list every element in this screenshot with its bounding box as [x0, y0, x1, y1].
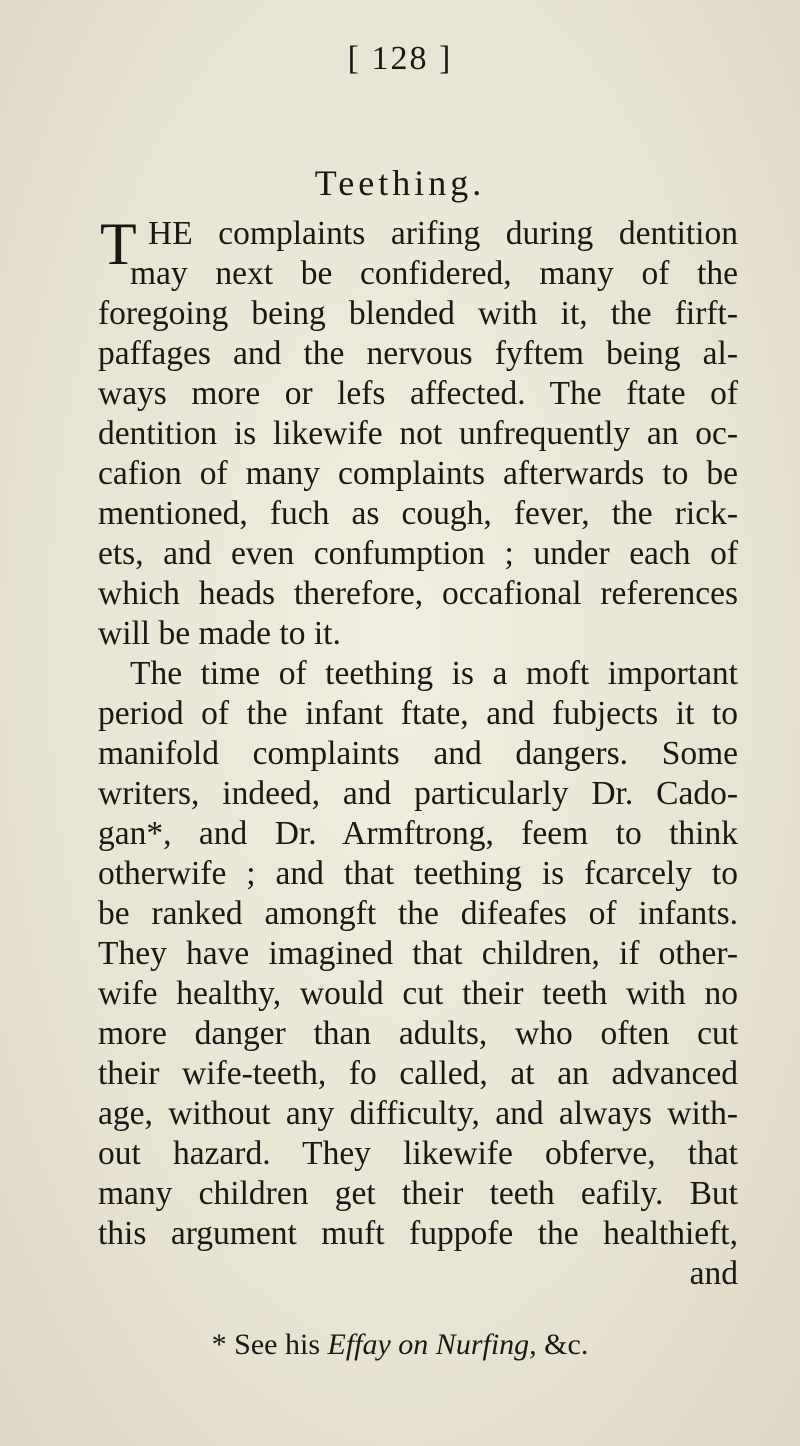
text-line: be ranked amongft the difeafes of infants.: [98, 895, 738, 932]
footnote-suffix: &c.: [544, 1328, 589, 1361]
footnote-title: Effay on Nurfing,: [327, 1328, 537, 1361]
text-line: many children get their teeth eafily. But: [98, 1175, 738, 1212]
text-line: their wife-teeth, fo called, at an advanced: [98, 1055, 738, 1092]
footnote: [0, 1328, 800, 1362]
chapter-title: Teething.: [314, 163, 486, 203]
text-line: paffages and the nervous fyftem being al-: [98, 335, 738, 372]
text-line: manifold complaints and dangers. Some: [98, 735, 738, 772]
page-number: [ 128 ]: [347, 40, 453, 77]
text-line: dentition is likewife not unfrequently an oc-: [98, 415, 738, 452]
text-line: The time of teething is a moft important: [130, 655, 738, 692]
text-line: this argument muft fuppofe the healthieft,: [98, 1215, 738, 1252]
text-line: more danger than adults, who often cut: [98, 1015, 738, 1052]
text-line: age, without any difficulty, and always with-: [98, 1095, 738, 1132]
text-line: period of the infant ftate, and fubjects it to: [98, 695, 738, 732]
text-line: may next be confidered, many of the: [130, 255, 738, 292]
text-line: which heads therefore, occafional references: [98, 575, 738, 612]
catchword: and: [689, 1255, 738, 1292]
text-line: writers, indeed, and particularly Dr. Cado-: [98, 775, 738, 812]
text-line: gan*, and Dr. Armftrong, feem to think: [98, 815, 738, 852]
text-line: mentioned, fuch as cough, fever, the rick-: [98, 495, 738, 532]
text-line: HE complaints arifing during dentition: [148, 215, 738, 252]
text-line: out hazard. They likewife obferve, that: [98, 1135, 738, 1172]
text-line: ways more or lefs affected. The ftate of: [98, 375, 738, 412]
drop-cap: T: [100, 211, 137, 277]
text-line: They have imagined that children, if other-: [98, 935, 738, 972]
text-line: cafion of many complaints afterwards to be: [98, 455, 738, 492]
footnote-prefix: * See his: [211, 1328, 320, 1361]
text-line: foregoing being blended with it, the firft-: [98, 295, 738, 332]
text-line: ets, and even confumption ; under each of: [98, 535, 738, 572]
text-line: otherwife ; and that teething is fcarcely to: [98, 855, 738, 892]
text-line: will be made to it.: [98, 615, 341, 652]
text-line: wife healthy, would cut their teeth with no: [98, 975, 738, 1012]
